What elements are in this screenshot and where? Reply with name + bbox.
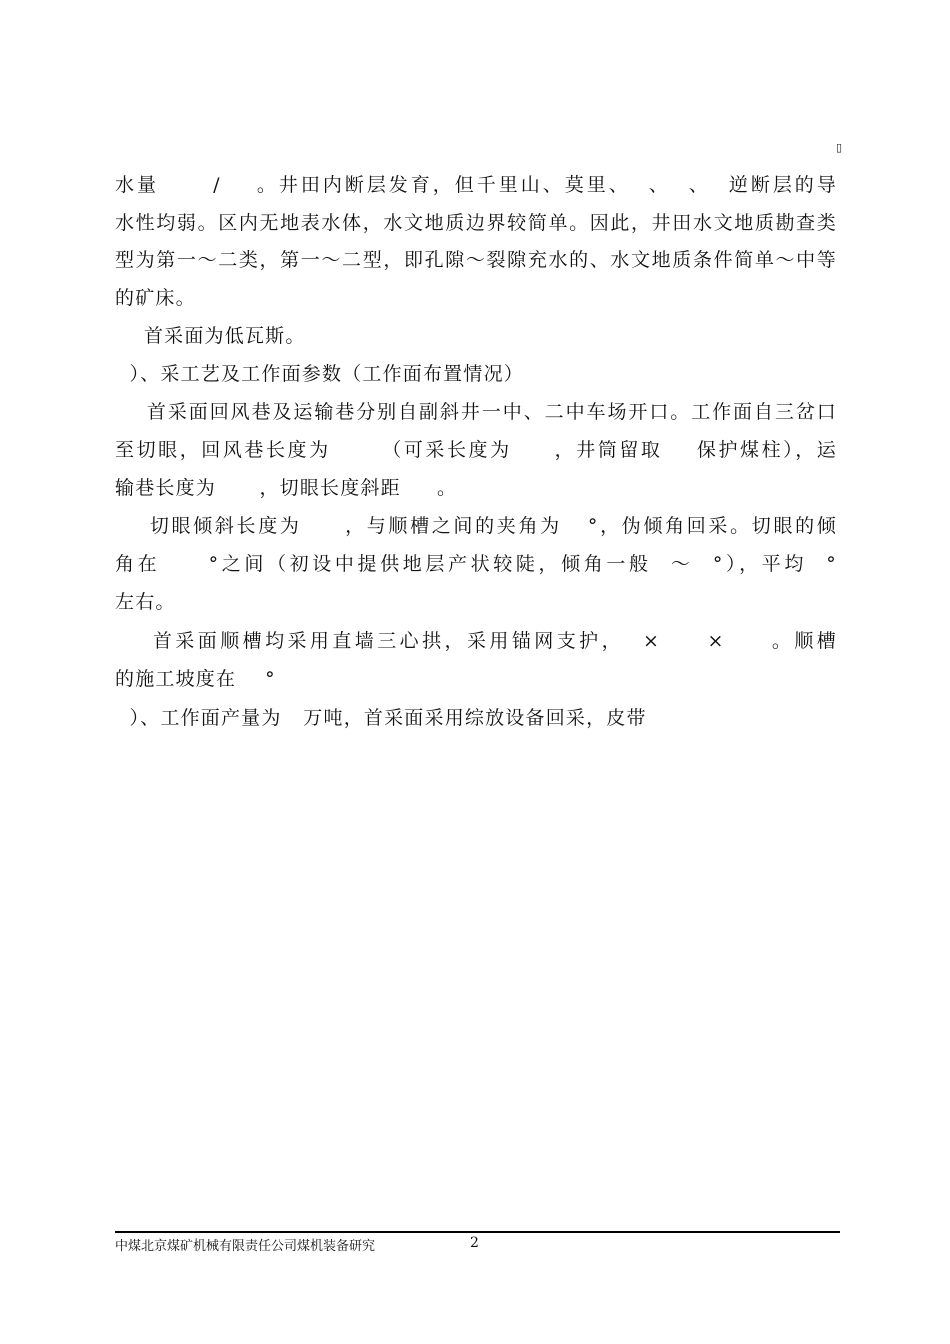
body-text-line: 切眼倾斜长度为 ，与顺槽之间的夹角为 °，伪倾角回采。切眼的倾 <box>115 515 837 537</box>
section-heading: ）、采工艺及工作面参数（工作面布置情况） <box>115 363 524 385</box>
body-text-line: 水性均弱。区内无地表水体，水文地质边界较简单。因此，井田水文地质勘查类 <box>115 212 837 234</box>
body-text-line: 角在 °之间（初设中提供地层产状较陡，倾角一般 ～ °），平均 ° <box>115 553 837 575</box>
page-corner-mark: ▯ <box>836 141 843 154</box>
body-text-line: 的矿床。 <box>115 287 196 309</box>
body-text-line: 水量 / 。井田内断层发育，但千里山、莫里、 、 、 逆断层的导 <box>115 174 837 196</box>
section-heading: ）、工作面产量为 万吨，首采面采用综放设备回采，皮带 <box>115 707 647 729</box>
footer-page-number: 2 <box>470 1235 479 1251</box>
body-text-line: 左右。 <box>115 591 176 613</box>
footer-divider <box>115 1231 840 1233</box>
body-text-line: 首采面为低瓦斯。 <box>115 325 306 347</box>
body-text-line: 的施工坡度在 ° <box>115 668 276 690</box>
body-text-line: 输巷长度为 ，切眼长度斜距 。 <box>115 477 458 499</box>
body-text-line: 型为第一～二类，第一～二型，即孔隙～裂隙充水的、水文地质条件简单～中等 <box>115 249 837 271</box>
body-text-line: 首采面回风巷及运输巷分别自副斜井一中、二中车场开口。工作面自三岔口 <box>115 401 837 423</box>
body-text-line: 至切眼，回风巷长度为 （可采长度为 ，井筒留取 保护煤柱），运 <box>115 439 837 461</box>
body-text-line: 首采面顺槽均采用直墙三心拱，采用锚网支护， × × 。顺槽 <box>115 630 837 652</box>
footer-company: 中煤北京煤矿机械有限责任公司煤机装备研究 <box>115 1239 376 1254</box>
